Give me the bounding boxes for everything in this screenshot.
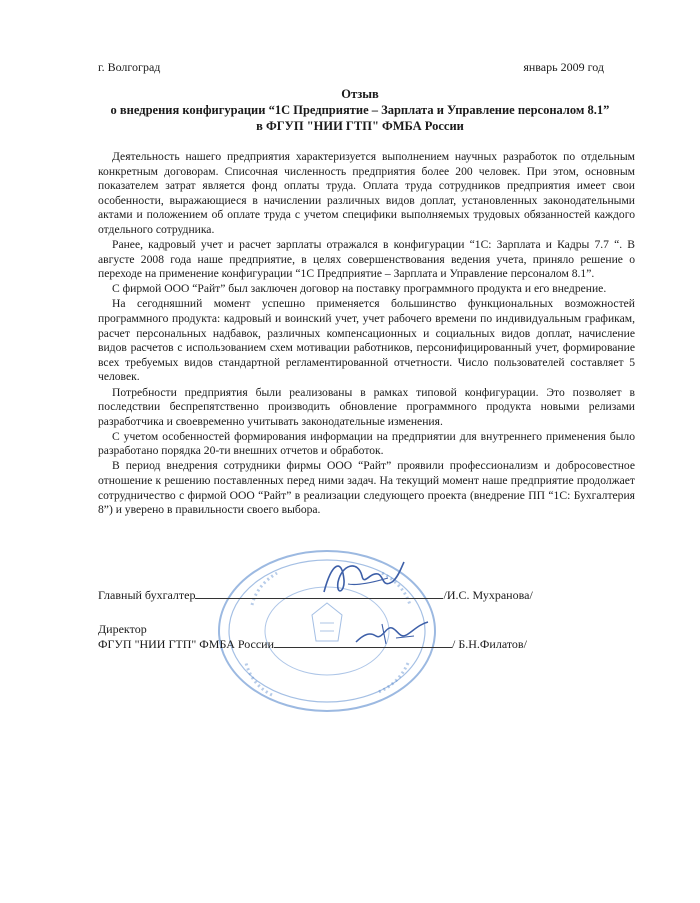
title-line-2: о внедрения конфигурации “1С Предприятие – Зарплата и Управление персоналом 8.1” bbox=[110, 103, 610, 117]
date-label: январь 2009 год bbox=[523, 60, 604, 74]
paragraph: В период внедрения сотрудники фирмы ООО “Райт” проявили профессионализм и добросовестное отношение к решению поставленных перед ними задач. На текущий момент наше предприятие продолжает сотрудничество с фирмой ООО “Райт” в реализации следующего проекта (внедрение ПП “1С: Бухгалтерия 8”) и уверено в правильности своего выбора. bbox=[98, 459, 635, 517]
director-signature-row bbox=[98, 637, 527, 652]
director-name: / Б.Н.Филатов/ bbox=[452, 637, 527, 651]
accountant-signature-row bbox=[98, 588, 533, 603]
paragraph: На сегодняшний момент успешно применяется большинство функциональных возможностей программного продукта: кадровый и воинский учет, учет рабочего времени по индивидуальным графикам, расчет персональных надбавок, различных компенсационных и социальных видов доплат, начисление видов расчетов с использованием схем мотивации работников, персонифицированный учет, формирование всех требуемых видов стандартной регламентированной отчетности. Число пользователей составляет 5 человек. bbox=[98, 297, 635, 384]
director-org: ФГУП "НИИ ГТП" ФМБА России bbox=[98, 637, 275, 651]
director-signature bbox=[352, 616, 432, 650]
paragraph: С фирмой ООО “Райт” был заключен договор на поставку программного продукта и его внедрение. bbox=[112, 282, 607, 296]
paragraph: С учетом особенностей формирования информации на предприятии для внутреннего применения было разработано порядка 20-ти внешних отчетов и обработок. bbox=[98, 429, 635, 458]
city-label: г. Волгоград bbox=[98, 60, 161, 74]
review-body bbox=[98, 150, 635, 518]
paragraph: Потребности предприятия были реализованы в рамках типовой конфигурации. Это позволяет в последствии беспрепятственно производить обновление программного продукта новыми релизами разработчика и своевременно учитывать законодательные изменения. bbox=[98, 385, 635, 428]
accountant-signature bbox=[318, 552, 408, 604]
paragraph: Ранее, кадровый учет и расчет зарплаты отражался в конфигурации “1С: Зарплата и Кадры 7.7 “. В августе 2008 года наше предприятие, в целях совершенствования ведения учета, приняло решение о переходе на применение конфигурации “1С Предприятие – Зарплата и Управление персоналом 8.1”. bbox=[98, 238, 635, 281]
title-line-3: в ФГУП "НИИ ГТП" ФМБА России bbox=[256, 119, 464, 133]
document-title bbox=[90, 86, 630, 134]
title-line-1: Отзыв bbox=[341, 87, 379, 101]
paragraph: Деятельность нашего предприятия характеризуется выполнением научных разработок по отдельным конкретным договорам. Списочная численность предприятия более 200 человек. При этом, основным показателем затрат является фонд оплаты труда. Оплата труда сотрудников предприятия имеет свои особенности, выражающиеся в начислении различных видов доплат, установленных законодательными актами и положением об оплате труда с учетом специфики выполняемых трудовых обязанностей каждого отдельного сотрудника. bbox=[98, 150, 635, 236]
accountant-title: Главный бухгалтер bbox=[98, 588, 196, 602]
director-title: Директор bbox=[98, 622, 147, 636]
accountant-name: /И.С. Мухранова/ bbox=[443, 588, 533, 602]
